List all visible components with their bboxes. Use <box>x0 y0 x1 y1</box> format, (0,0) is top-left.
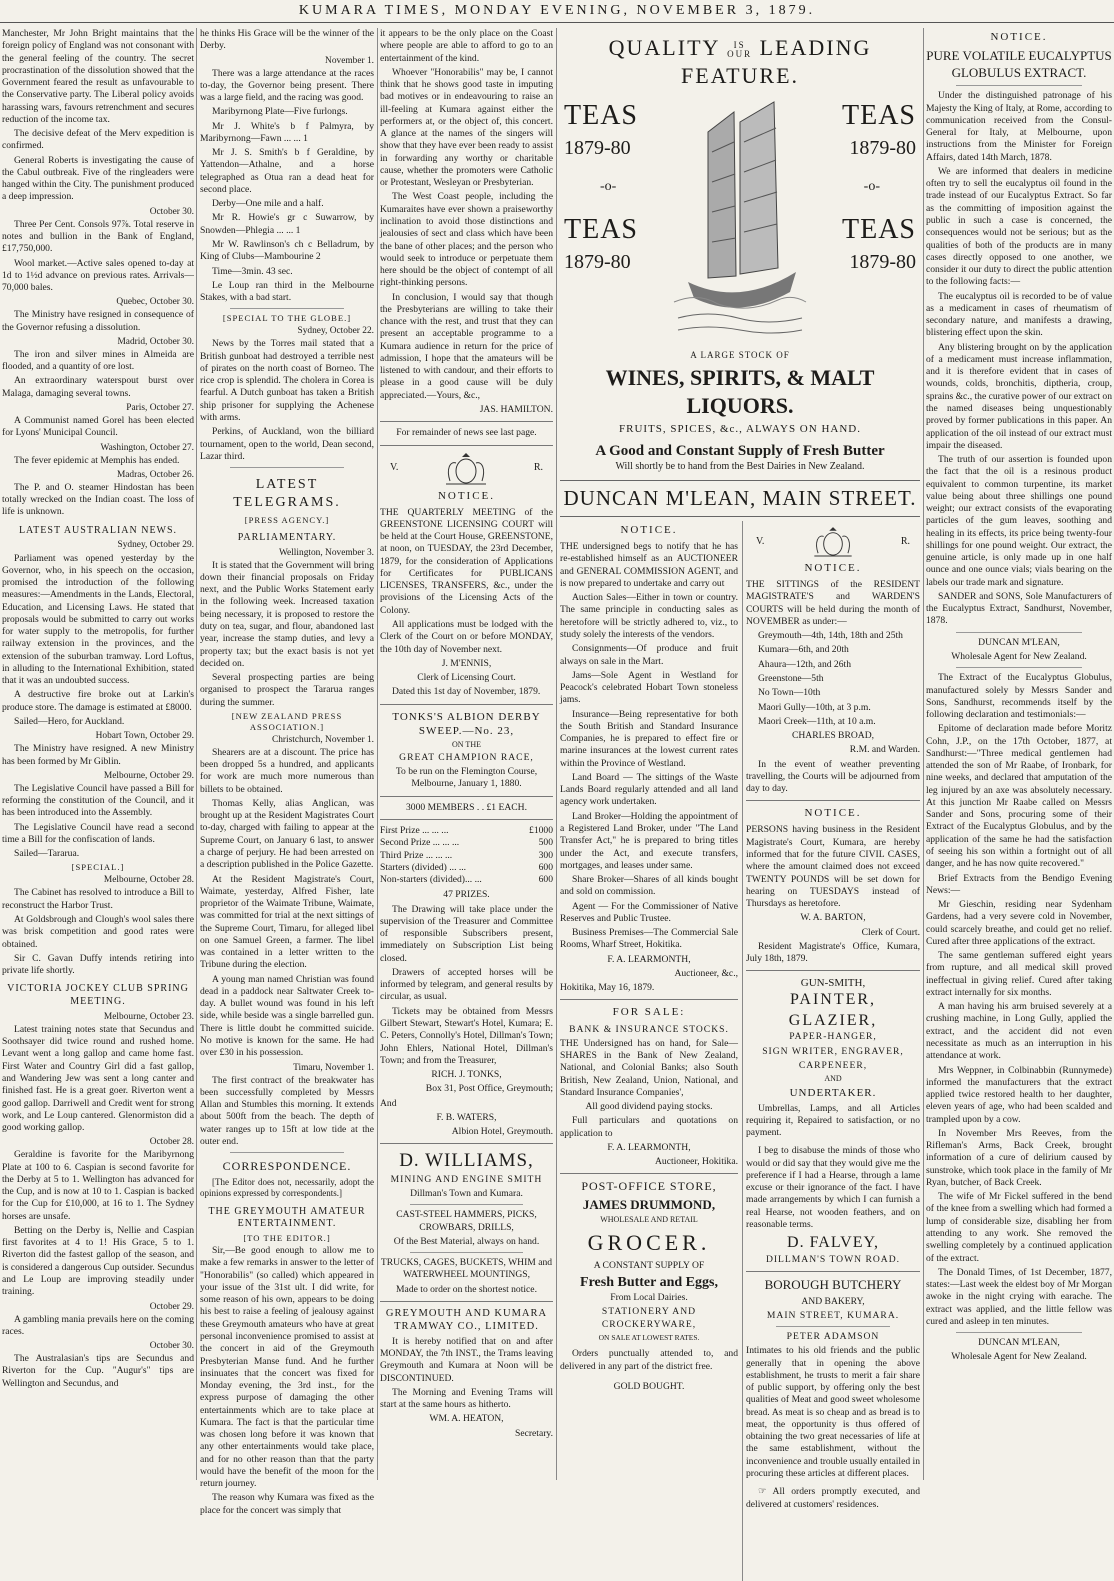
section-heading: LATEST AUSTRALIAN NEWS. <box>18 524 178 536</box>
paragraph: Full particulars and quotations on application to <box>560 1115 738 1139</box>
column-rule <box>742 521 743 1581</box>
paragraph: Epitome of declaration made before Moritz Cohn, J.P., on the 17th October, 1877, at Sandhurst:—"Three medical gentlemen had attended the son of Mr Raabe, of Ironbark, for nine weeks, and declared that amputation of the leg injured by an axe was absolutely necessary. At this junction Mr Raabe called on Messrs Sander and Sons, procuring some of their Extract of the Eucalyptus Globulus, and by the application of the same he had the satisfaction of seeing his son within a fortnight out of all danger, and he has now quite recovered." <box>926 723 1112 870</box>
dateline: Hobart Town, October 29. <box>95 731 194 742</box>
race-result: Mr W. Rawlinson's ch c Belladrum, by King of Clubs—Mambourine 2 <box>200 239 374 263</box>
crest-letter: R. <box>533 462 543 474</box>
advert-title: D. FALVEY, <box>787 1234 879 1252</box>
prize-row: Starters (divided) ... ... 600 <box>380 861 553 873</box>
advert-line: PETER ADAMSON <box>786 1331 880 1343</box>
dateline: Christchurch, November 1. <box>271 734 374 745</box>
signature: J. M'ENNIS, <box>441 657 492 669</box>
advert-line: FRUITS, SPICES, &c., ALWAYS ON HAND. <box>619 423 861 436</box>
advert-line: BANK & INSURANCE STOCKS. <box>569 1023 729 1035</box>
paragraph: Sir,—Be good enough to allow me to make a few remarks in answer to the letter of "Honorabilis" (so called) which appeared in your issue of the 31st ult. I did write, for some reason of his own, appears to be doing his best to raise a feeling of jealousy against these Greymouth amateurs who have at great personal inconvenience promised to assist at the concert in aid of the Greymouth Presbyterian Manse fund. And he further insinuates that the concert was fixed for Monday evening, the 3rd inst., for the express purpose of damaging the other entertainments which are to take place at Kumara. The fact is that the particular time was chosen long before it was known that any other entertainments would take place, and for no other reason than that the party would have the benefit of the moon for the return journey. <box>200 1245 374 1490</box>
signature: F. A. LEARMONTH, <box>607 953 691 965</box>
paragraph: Resident Magistrate's Office, Kumara, July 18th, 1879. <box>746 940 920 965</box>
dateline: Quebec, October 30. <box>116 297 194 308</box>
paragraph: Whoever "Honorabilis" may be, I cannot think that he shows good taste in imputing bad motives or in endeavouring to raise an ill-feeling at Kumara against either the performers at, or the object of, this concert. A glance at the names of the singers will show that they have ever been ready to assist in forwarding any worthy or charitable cause, whether the promoters were Catholic or Protestant, Wesleyan or Presbyterian. <box>380 66 553 189</box>
paragraph: The Legislative Council have passed a Bill for reforming the constitution of the Council, and it has been introduced into the Assembly. <box>2 782 194 819</box>
sweep-line: ON THE <box>452 739 481 749</box>
tea-year: 1879-80 <box>564 251 631 274</box>
section-heading: VICTORIA JOCKEY CLUB SPRING MEETING. <box>7 983 189 1008</box>
notice-heading: FOR SALE: <box>612 1006 686 1019</box>
list-item: Maori Creek—11th, at 10 a.m. <box>758 715 876 727</box>
sweep-line: 47 PRIZES. <box>443 889 490 901</box>
column-4b <box>746 521 920 1513</box>
advert-title: GREYMOUTH AND KUMARA TRAMWAY CO., LIMITED. <box>385 1307 548 1333</box>
paragraph: Any blistering brought on by the application of a medicament must increase inflammation, and it is therefore evident that in cases of wounds, colds, bronchitis, diptheria, croup, sprains &c., the curative power of our extract on the named diseases being unquestionably proved by former publications in this paper. An application of the oil instead of our extract must impair the diseased. <box>926 341 1112 451</box>
divider <box>410 1204 523 1205</box>
signature: RICH. J. TONKS, <box>431 1069 502 1081</box>
paragraph: General Roberts is investigating the cause of the Cabul outbreak. Five of the ringleaders were hanged within the City. The punishment produced a deep impression. <box>2 154 194 203</box>
divider <box>776 1326 890 1327</box>
paragraph: Parliament was opened yesterday by the Governor, who, in his speech on the occasion, promised the introduction of the following measures:—Amendments in the Lands, Electoral, Education, and Licensing Laws. He stated that proposals would be submitted to carry out works for water supply to the metropolis, for further railway extension in the provinces, and the extension of the suburban tramway. Lord Loftus, in alluding to the International Exhibition, stated that it was an undoubted success. <box>2 552 194 687</box>
race-result: Mr R. Howie's gr c Suwarrow, by Snowden—Phlegia ... ... 1 <box>200 212 374 236</box>
advert-line: ON SALE AT LOWEST RATES. <box>598 1332 700 1342</box>
sweep-line: GREAT CHAMPION RACE, <box>399 751 534 763</box>
divider <box>380 421 553 422</box>
royal-arms-icon <box>805 525 861 559</box>
paragraph: Three Per Cent. Consols 97⅞. Total reserve in notes and bullion in the Bank of England, £17,750,000. <box>2 218 194 255</box>
divider <box>380 819 553 820</box>
advert-title: A Good and Constant Supply of Fresh Butter <box>595 443 885 460</box>
paragraph: Mr Gieschin, residing near Sydenham Gardens, had a very severe cold in November, could scarcely breathe, and could get no relief. Cured after three applications of the extract. <box>926 899 1112 947</box>
paragraph: THE SITTINGS of the RESIDENT MAGISTRATE'S and WARDEN'S COURTS will be held during the month of NOVEMBER as under:— <box>746 579 920 627</box>
paragraph: Latest training notes state that Secundus and Soothsayer did twice round and rushed home. Levant went a long gallop and came home fast. First Water and Country Girl did a fast gallop, and Wandering Jew was sent a long canter and finished fast. He is a great goer. Riverton went a good gallop. Darriwell and Credit went for strong work, and Le Loup cantered. Glenormiston did a good working gallop. <box>2 1023 194 1134</box>
paragraph: it appears to be the only place on the Coast where people are able to afford to go to an entertainment of the kind. <box>380 28 553 64</box>
race-heading: Maribyrnong Plate—Five furlongs. <box>212 106 348 118</box>
divider <box>956 632 1082 633</box>
notice-line: For remainder of news see last page. <box>396 427 537 439</box>
paragraph: The first contract of the breakwater has been successfully completed by Messrs Allan and Stumbles this morning. It extends about 500ft from the beach. The depth of water ranges up to 15ft at low tide at the outer end. <box>200 1074 374 1147</box>
advert-line: GUN-SMITH, <box>800 977 866 990</box>
paragraph: Insurance—Being representative for both the South British and Standard Insurance Companies, he is prepared to effect fire or marine insurances at the lowest current rates within the Province of Westland. <box>560 708 738 769</box>
paragraph: The Ministry have resigned in consequence of the Governor refusing a dissolution. <box>2 309 194 333</box>
signature-title: Wholesale Agent for New Zealand. <box>951 651 1087 663</box>
tea-advert-title: QUALITY IS OUR LEADING FEATURE. <box>608 35 872 89</box>
divider <box>380 796 553 797</box>
paragraph: Sir C. Gavan Duffy intends retiring into private life shortly. <box>2 952 194 977</box>
paragraph: In the event of weather preventing travelling, the Courts will be adjourned from day to day. <box>746 758 920 795</box>
paragraph: Drawers of accepted horses will be informed by telegram, and general results by circular, as usual. <box>380 966 553 1003</box>
paragraph: A young man named Christian was found dead in a paddock near Saltwater Creek to-day. A bullet wound was found in his left side, while beside was a single barrelled gun. There is little doubt he committed suicide. No motive is known for the same. He had over £30 in his possession. <box>200 973 374 1059</box>
race-result: Time—3min. 43 sec. <box>212 265 293 277</box>
advert-title: WINES, SPIRITS, & MALT LIQUORS. <box>605 364 875 418</box>
paragraph: Dated this 1st day of November, 1879. <box>392 686 541 698</box>
paragraph: It is stated that the Government will bring down their financial proposals on Friday next, and the Public Works Statement early in the following week. Increased taxation being necessary, it is proposed to restore the duty on tea, sugar, and flour, abandoned last year, increase the stamp duties, and levy a property tax; but the exact basis is not yet decided on. <box>200 559 374 669</box>
paragraph: he thinks His Grace will be the winner of the Derby. <box>200 28 374 52</box>
agency-label: [TO THE EDITOR.] <box>243 1233 331 1244</box>
dateline: Timaru, November 1. <box>293 1062 374 1073</box>
paragraph: Le Loup ran third in the Melbourne Stakes, with a bad start. <box>200 279 374 304</box>
agency-label: [NEW ZEALAND PRESS ASSOCIATION.] <box>231 710 343 732</box>
divider <box>230 308 344 309</box>
paragraph: A gambling mania prevails here on the coming races. <box>2 1313 194 1337</box>
notice-heading: NOTICE. <box>804 562 862 575</box>
paragraph: Sailed—Hero, for Auckland. <box>14 715 125 727</box>
paragraph: Shearers are at a discount. The price has been dropped 5s a hundred, and applicants for work are much more numerous than billets to be obtained. <box>200 746 374 795</box>
tea-year: 1879-80 <box>564 137 631 160</box>
paragraph: Thomas Kelly, alias Anglican, was brought up at the Resident Magistrates Court to-day, charged with failing to appear at the Supreme Court, on January 6 last, to answer a charge of perjury. He had been arrested on a description published in the Police Gazette. <box>200 797 374 871</box>
advert-title: UNDERTAKER. <box>789 1087 877 1100</box>
paragraph: Sailed—Tararua. <box>14 848 80 860</box>
paragraph: At the Resident Magistrate's Court, Waimate, yesterday, Alfred Fisher, late proprietor of the Waimate Tribune, Waimate, was committed for trial at the next sittings of the Supreme Court, Timaru, for alleged libel on one Samuel Green, a farmer. The libel was contained in a letter written to the Tribune during the election. <box>200 873 374 971</box>
paragraph: SANDER and SONS, Sole Manufacturers of the Eucalyptus Extract, Sandhurst, November, 1878. <box>926 590 1112 627</box>
divider <box>956 85 1082 86</box>
paragraph: The Morning and Evening Trams will start at the same hours as hitherto. <box>380 1386 553 1411</box>
paragraph: We are informed that dealers in medicine often try to sell the eucalyptus oil found in the trade instead of our Eucalyptus Extract. So far as the committing of imposition against the public in such a case is concerned, the consequences would not be serious; but as the qualities of both of the products are in many cases directly opposed to one another, we consider it our duty to direct the public attention to the following facts:— <box>926 165 1112 288</box>
section-heading: PARLIAMENTARY. <box>237 531 337 543</box>
prize-list <box>380 825 553 886</box>
signature: DUNCAN M'LEAN, <box>978 636 1060 648</box>
dateline: Melbourne, October 23. <box>103 1011 194 1022</box>
list-item: Greymouth—4th, 14th, 18th and 25th <box>758 630 903 642</box>
column-rule <box>377 28 378 1480</box>
paragraph: At Goldsbrough and Clough's wool sales there was brisk competition and good rates were obtained. <box>2 913 194 950</box>
signature: JAS. HAMILTON. <box>479 403 553 415</box>
signature: F. B. WATERS, <box>436 1111 497 1123</box>
divider <box>380 704 553 705</box>
sweep-line: To be run on the Flemington Course, Melbourne, January 1, 1880. <box>395 766 538 790</box>
paragraph: THE QUARTERLY MEETING of the GREENSTONE LICENSING COURT will be held at the Court House, GREENSTONE, at noon, on TUESDAY, the 23rd December, 1879, for the consideration of Applications for Certificates for PUBLICANS LICENSES, TRANSFERS, &c., under the provisions of the Licensing Acts of the Colony. <box>380 506 553 616</box>
tea-ornament: -o- <box>863 179 880 195</box>
prize-row: Second Prize ... ... ... 500 <box>380 837 553 849</box>
advert-line: A LARGE STOCK OF <box>690 350 790 361</box>
paragraph: A destructive fire broke out at Larkin's produce store. The damage is estimated at £8000. <box>2 689 194 713</box>
paragraph: Betting on the Derby is, Nellie and Caspian first favorites at 4 to 1! His Grace, 5 to 1. Riverton did the fastest gallop of the season, and is considered a dangerous Cup outsider. Secundus and Le Loup are improving steadily under training. <box>2 1224 194 1298</box>
paragraph: The eucalyptus oil is recorded to be of value as a medicament in cases of rheumatism of secondary nature, and manifests a drawing, blistering effect upon the skin. <box>926 290 1112 339</box>
royal-crest <box>380 451 553 487</box>
tea-label: TEAS <box>842 100 916 132</box>
paragraph: News by the Torres mail stated that a British gunboat had destroyed a terrible nest of pirates on the north coast of Borneo. The rice crop is splendid. The cholera in Corea is fearful. A Dutch gunboat has taken a British ship prisoner for supplying the Achenese with arms. <box>200 338 374 423</box>
dateline: Wellington, November 3. <box>278 547 374 558</box>
paragraph: Share Broker—Shares of all kinds bought and sold on commission. <box>560 874 738 898</box>
advert-line: MAIN STREET, KUMARA. <box>766 1309 900 1321</box>
divider <box>380 1143 553 1144</box>
dateline: Madras, October 26. <box>116 469 194 480</box>
tea-advert-illustration <box>560 92 920 350</box>
divider <box>410 1252 523 1253</box>
paragraph: Tickets may be obtained from Messrs Gilbert Stewart, Stewart's Hotel, Kumara; E. C. Peters, Connolly's Hotel, Dillman's Town; John Ehlers, National Hotel, Dillman's Town; and from the Treasurer, <box>380 1005 553 1066</box>
advert-line: PAPER-HANGER, <box>789 1031 877 1043</box>
special-label: [SPECIAL.] <box>71 862 125 873</box>
advert-line: STATIONERY AND CROCKERYWARE, <box>601 1306 697 1330</box>
paragraph: A man having his arm bruised severely at a crushing machine, in Long Gully, applied the extract, and the accident did not even necessitate as much as an interruption in his attendance at work. <box>926 1001 1112 1062</box>
column-4a <box>560 521 738 1395</box>
paragraph: Geraldine is favorite for the Maribyrnong Plate at 100 to 6. Caspian is second favorite for the Derby at 5 to 1. Wellington has advanced for the Cup, and is now at 10 to 1. Caspian is backed for the Cup for £10,000, at 16 to 1. The Sydney horses are unsafe. <box>2 1149 194 1222</box>
dateline: Washington, October 27. <box>100 442 194 453</box>
advert-line: DILLMAN'S TOWN ROAD. <box>765 1253 901 1265</box>
paragraph: Auction Sales—Either in town or country. The same principle in conducting sales as heretofore will be strictly adhered to, viz., to study solely the interests of the vendors. <box>560 592 738 641</box>
advert-title: DUNCAN M'LEAN, MAIN STREET. <box>560 480 920 517</box>
agency-label: [PRESS AGENCY.] <box>244 514 330 525</box>
paragraph: The Extract of the Eucalyptus Globulus, manufactured solely by Messrs Sander and Sons, Sandhurst, recommends itself by the following declaration and testimonials:— <box>926 672 1112 721</box>
advert-line: MINING AND ENGINE SMITH <box>390 1173 543 1185</box>
divider <box>380 1301 553 1302</box>
divider <box>956 1332 1082 1333</box>
paragraph: The truth of our assertion is founded upon the fact that the oil is a resinous product equivalent to common turpentine, its market value being about three shillings one pound weight; our extract consists of the evaporating particles of the gum leaves, soothing and healing in its effects, its price being twenty-four shillings for one pound weight. Our extract, the genuine article, is only made up in one half ounce and one ounce vials; vials bearing on the labels our trade mark and signature. <box>926 454 1112 588</box>
dateline: Sydney, October 22. <box>297 326 374 337</box>
paragraph: In conclusion, I would say that though the Presbyterians are willing to take their chance with the rest, and trust that they can present an acceptable programme to a Kumara audience in return for the price of admission, I hope that the amateurs will be listened to with candour, and their efforts to please in a good cause will be duly appreciated.—Yours, &c., <box>380 291 553 401</box>
section-heading: LATEST TELEGRAMS. <box>233 477 341 510</box>
notice-heading: NOTICE. <box>437 489 496 502</box>
address: Albion Hotel, Greymouth. <box>451 1126 553 1138</box>
column-4 <box>560 28 920 1510</box>
advert-line: GOLD BOUGHT. <box>613 1380 685 1392</box>
advert-title: JAMES DRUMMOND, <box>582 1196 716 1212</box>
advert-title: GROCER. <box>587 1229 711 1255</box>
paragraph: A Communist named Gorel has been elected for Lyons' Municipal Council. <box>2 415 194 439</box>
paragraph: The iron and silver mines in Almeida are flooded, and a quantity of ore lost. <box>2 348 194 373</box>
advert-line: CARPENEER, <box>798 1059 868 1071</box>
advert-line: Will shortly be to hand from the Best Dairies in New Zealand. <box>615 461 865 473</box>
advert-line: CAST-STEEL HAMMERS, PICKS, CROWBARS, DRILLS, <box>396 1209 537 1233</box>
section-heading: THE GREYMOUTH AMATEUR ENTERTAINMENT. <box>208 1205 366 1230</box>
advert-line: Made to order on the shortest notice. <box>396 1283 537 1295</box>
column-rule <box>556 28 557 1480</box>
paragraph: [The Editor does not, necessarily, adopt the opinions expressed by correspondents.] <box>200 1176 374 1199</box>
divider <box>956 667 1082 668</box>
paragraph: Consignments—Of produce and fruit always on sale in the Mart. <box>560 643 738 667</box>
advert-line: From Local Dairies. <box>610 1292 688 1303</box>
paragraph: Brief Extracts from the Bendigo Evening News:— <box>926 872 1112 896</box>
tea-year: 1879-80 <box>849 251 916 274</box>
crest-letter: V. <box>390 462 399 474</box>
crest-letter: V. <box>756 535 765 547</box>
dateline: Paris, October 27. <box>126 403 194 413</box>
paragraph: The fever epidemic at Memphis has ended. <box>14 454 180 466</box>
advert-line: SIGN WRITER, ENGRAVER, <box>762 1045 904 1057</box>
dateline: October 29. <box>149 1301 194 1312</box>
list-item: Greenstone—5th <box>758 673 824 685</box>
royal-arms-icon <box>436 451 496 487</box>
dateline: October 28. <box>149 1137 194 1148</box>
divider <box>746 970 920 971</box>
column-rule <box>196 28 197 1480</box>
column-3 <box>380 28 553 1480</box>
chinese-junk-ship-icon <box>678 92 802 348</box>
notice-heading: NOTICE. <box>620 524 678 537</box>
advert-title: PAINTER, GLAZIER, <box>788 991 878 1029</box>
list-item: Kumara—6th, and 20th <box>758 644 849 656</box>
paragraph: The Australasian's tips are Secundus and Riverton for the Cup. "Augur's" tips are Wellington and Secundus, and <box>2 1353 194 1389</box>
divider <box>230 467 344 468</box>
signature: W. A. BARTON, <box>800 912 866 924</box>
paragraph: An extraordinary waterspout burst over Malaga, damaging several towns. <box>2 375 194 399</box>
advert-line: AND BAKERY, <box>801 1295 865 1307</box>
divider <box>380 445 553 446</box>
special-label: [SPECIAL TO THE GLOBE.] <box>222 313 352 324</box>
signature: CHARLES BROAD, <box>791 730 875 742</box>
tea-label: TEAS <box>564 214 638 246</box>
paragraph: The decisive defeat of the Merv expedition is confirmed. <box>2 128 194 152</box>
paragraph: Several prospecting parties are being organised to prospect the Tararua ranges during the summer. <box>200 672 374 708</box>
paragraph: The reason why Kumara was fixed as the place for the concert was simply that <box>200 1492 374 1516</box>
paragraph: Mrs Weppner, in Colbinabbin (Runnymede) informed the manufacturers that the extract applied twice restored health to her daughter, eleven years of age, who had been scalded and trampled upon by a cow. <box>926 1064 1112 1125</box>
address: Box 31, Post Office, Greymouth; <box>425 1083 553 1095</box>
divider <box>230 1152 344 1153</box>
divider <box>746 800 920 801</box>
notice-heading: NOTICE. <box>990 31 1048 43</box>
paragraph: I beg to disabuse the minds of those who would or did say that they would give me the preference if I had a Hearse, through a lame excuse or their ignorance of the fact. I have made arrangements by which I can furnish a real Hearse, not wooden feathers, and on reasonable terms. <box>746 1145 920 1230</box>
paragraph: PERSONS having business in the Resident Magistrate's Court, Kumara, are hereby informed that for the future CIVIL CASES, where the amount claimed does not exceed TWENTY POUNDS will be set down for hearing on TUESDAYS instead of Thursdays as heretofore. <box>746 824 920 910</box>
race-result: Mr J. S. Smith's b f Geraldine, by Yattendon—Athalne, and a horse telegraphed as Otua ran a dead heat for second place. <box>200 147 374 195</box>
signature: WM. A. HEATON, <box>429 1413 504 1425</box>
tea-label: TEAS <box>842 214 916 246</box>
tea-ornament: -o- <box>600 179 617 195</box>
royal-crest <box>746 525 920 559</box>
dateline: Melbourne, October 29. <box>103 770 194 781</box>
paragraph: All applications must be lodged with the Clerk of the Court on or before MONDAY, the 10th day of November next. <box>380 618 553 655</box>
paragraph: Orders punctually attended to, and delivered in any part of the district free. <box>560 1348 738 1372</box>
dateline: November 1. <box>325 55 374 66</box>
signature: DUNCAN M'LEAN, <box>978 1337 1060 1349</box>
paragraph: Manchester, Mr John Bright maintains that the foreign policy of England was not consonant with the general feeling of the country. The secret procrastination of the dissolution showed that the Government feared the result as unfavourable to the Conservative party. The Liberal policy avoids harassing wars, favours retrenchment and secures reduction of the income tax. <box>2 28 194 125</box>
advert-title: BOROUGH BUTCHERY <box>764 1276 902 1292</box>
pointing-hand-icon: ☞ <box>758 1486 773 1498</box>
list-item: Maori Gully—10th, at 3 p.m. <box>758 701 871 713</box>
advert-line: TRUCKS, CAGES, BUCKETS, WHIM and WATERWHEEL MOUNTINGS, <box>380 1257 553 1281</box>
signature-title: Auctioneer, Hokitika. <box>654 1156 738 1168</box>
list-item: Ahaura—12th, and 26th <box>758 658 851 670</box>
divider <box>560 999 738 1000</box>
paragraph: All good dividend paying stocks. <box>585 1101 713 1113</box>
divider <box>560 1173 738 1174</box>
advert-title: POST-OFFICE STORE, <box>581 1179 717 1194</box>
paragraph: The West Coast people, including the Kumaraites have ever shown a praiseworthy inclination to avoid those distinctions and jealousies of sect and class which have been the bane of other places; and the person who would seek to introduce or perpetuate them here should be the object of contempt of all right-thinking persons. <box>380 191 553 289</box>
paragraph: Business Premises—The Commercial Sale Rooms, Wharf Street, Hokitika. <box>560 927 738 951</box>
advert-title: D. WILLIAMS, <box>399 1150 534 1172</box>
section-heading: CORRESPONDENCE. <box>222 1159 352 1174</box>
paragraph: The Legislative Council have read a second time a Bill for the confiscation of lands. <box>2 821 194 845</box>
paragraph: The P. and O. steamer Hindostan has been totally wrecked on the Indian coast. The loss of life is unknown. <box>2 481 194 518</box>
signature-title: Wholesale Agent for New Zealand. <box>951 1351 1087 1363</box>
column-rule <box>923 28 924 1480</box>
signature-title: Clerk of Court. <box>861 926 920 938</box>
paragraph: Wool market.—Active sales opened to-day at 1d to 1½d advance on previous rates. Arrivals—70,000 bales. <box>2 257 194 294</box>
list-item: No Town—10th <box>758 687 821 699</box>
signature-title: R.M. and Warden. <box>849 744 920 756</box>
advert-line: WHOLESALE AND RETAIL <box>600 1215 698 1225</box>
advert-line: Of the Best Material, always on hand. <box>393 1235 540 1247</box>
dateline: October 30. <box>149 1341 194 1352</box>
paragraph: The Ministry have resigned. A new Ministry has been formed by Mr Giblin. <box>2 743 194 767</box>
paragraph: Umbrellas, Lamps, and all Articles requiring it, Repaired to satisfaction, or no payment. <box>746 1102 920 1139</box>
dateline: Melbourne, October 28. <box>103 875 194 886</box>
race-heading: Derby—One mile and a half. <box>212 198 324 210</box>
dateline: Madrid, October 30. <box>117 336 194 347</box>
sweep-members: 3000 MEMBERS . . £1 EACH. <box>406 801 527 813</box>
signature: F. A. LEARMONTH, <box>607 1141 691 1153</box>
paragraph: Hokitika, May 16, 1879. <box>560 982 655 994</box>
signature-title: Auctioneer, &c., <box>674 967 738 979</box>
paragraph: There was a large attendance at the races to-day, the Governor being present. There was a large field, and the racing was good. <box>200 67 374 104</box>
paragraph: THE undersigned begs to notify that he has re-established himself as an AUCTIONEER and GENERAL COMMISSION AGENT, and is now prepared to undertake and carry out <box>560 541 738 589</box>
paragraph: The Drawing will take place under the supervision of the Treasurer and Committee of responsible Subscribers present, immediately on Subscription List being closed. <box>380 903 553 964</box>
advert-title: PURE VOLATILE EUCALYPTUS GLOBULUS EXTRACT. <box>926 48 1112 80</box>
race-result: Mr J. White's b f Palmyra, by Maribyrnong—Fawn ... ... 1 <box>200 120 374 144</box>
column-4-subcolumns <box>560 521 920 1581</box>
paragraph: The wife of Mr Fickel suffered in the bend of the knee from a swelling which had formed a lump of considerable size, disabling her from attending to any work. She removed the swelling completely by a continued application of the extract. <box>926 1191 1112 1264</box>
advert-title: Fresh Butter and Eggs, <box>580 1275 718 1291</box>
dateline: Sydney, October 29. <box>117 540 194 551</box>
column-1 <box>2 28 194 1480</box>
dateline: October 30. <box>149 206 194 217</box>
prize-row: Third Prize ... ... ... 300 <box>380 849 553 861</box>
column-5 <box>926 28 1112 1480</box>
paragraph: Intimates to his old friends and the public generally that in opening the above establishment, he trusts to merit a fair share of public support, by offering only the best qualities of Meat and good sweet wholesome bread. As meat is so cheap and as bread is to meat, the opportunity is thus offered of obtaining the two great necessaries of life at the same establishment, without the inconvenience and trouble usually entailed in procuring these articles at different places. <box>746 1345 920 1479</box>
sweep-title: TONKS'S ALBION DERBY SWEEP.—No. 23, <box>392 710 541 737</box>
masthead-rule <box>0 22 1114 23</box>
tea-label: TEAS <box>564 100 638 132</box>
paragraph: Perkins, of Auckland, won the billiard tournament, open to the world, Dean second, Lazar third. <box>200 426 374 462</box>
paragraph: THE Undersigned has on hand, for Sale—SHARES in the Bank of New Zealand, National, and Colonial Banks; also South British, New Zealand, Union, National, and Standard Insurance Companies', <box>560 1037 738 1098</box>
paragraph: Jams—Sole Agent in Westland for Peacock's celebrated Hobart Town stoneless jams. <box>560 669 738 706</box>
paragraph: Agent — For the Commissioner of Native Reserves and Public Trustee. <box>560 900 738 924</box>
paragraph: Land Board — The sittings of the Waste Lands Board regularly attended and all land agency work undertaken. <box>560 771 738 808</box>
advert-line: A CONSTANT SUPPLY OF <box>593 1259 705 1271</box>
tea-year: 1879-80 <box>849 137 916 160</box>
crest-letter: R. <box>900 535 910 547</box>
signature-title: Clerk of Licensing Court. <box>417 672 516 684</box>
sittings-list <box>746 630 920 728</box>
paragraph: It is hereby notified that on and after MONDAY, the 7th INST., the Trams leaving Greymouth and Kumara at Noon will be DISCONTINUED. <box>380 1335 553 1384</box>
paragraph: In November Mrs Reeves, from the Rifleman's Arms, Back Creek, brought information of a cure of delirium caused by sunstroke, which took place in the family of Mr Ryan, butcher, of Back Creek. <box>926 1127 1112 1188</box>
signature-title: Secretary. <box>515 1427 553 1439</box>
notice-heading: NOTICE. <box>804 807 862 820</box>
prize-row: Non-starters (divided)... ... 600 <box>380 874 553 886</box>
paragraph: The same gentleman suffered eight years from rupture, and all medical skill proved ineffectual in giving relief. Cured after taking extract internally for six months. <box>926 950 1112 998</box>
paragraph: Under the distinguished patronage of his Majesty the King of Italy, at Rome, according to communication received from the Consul-General for Italy, at Melbourne, upon instructions from the Minister for Foreign Affairs, dated 14th March, 1878. <box>926 90 1112 163</box>
paragraph: Land Broker—Holding the appointment of a Registered Land Broker, under "The Land Transfer Act," he is prepared to bring titles under the Act, and execute transfers, mortgages, and leases under same. <box>560 810 738 871</box>
paragraph: The Cabinet has resolved to introduce a Bill to reconstruct the Harbor Trust. <box>2 887 194 911</box>
connector: And <box>380 1097 397 1109</box>
paragraph: The Donald Times, of 1st December, 1877, states:—Last week the eldest boy of Mr Morgan awoke in the night crying with earache. The extract was applied, and the little fellow was cured and asleep in ten minutes. <box>926 1266 1112 1327</box>
advert-line: AND <box>824 1074 842 1084</box>
column-2 <box>200 28 374 1516</box>
masthead: KUMARA TIMES, MONDAY EVENING, NOVEMBER 3, 1879. <box>298 3 816 18</box>
paragraph: ☞ All orders promptly executed, and delivered at customers' residences. <box>746 1486 920 1510</box>
prize-row: First Prize ... ... ... £1000 <box>380 825 553 837</box>
divider <box>746 1271 920 1272</box>
advert-line: Dillman's Town and Kumara. <box>410 1187 523 1199</box>
